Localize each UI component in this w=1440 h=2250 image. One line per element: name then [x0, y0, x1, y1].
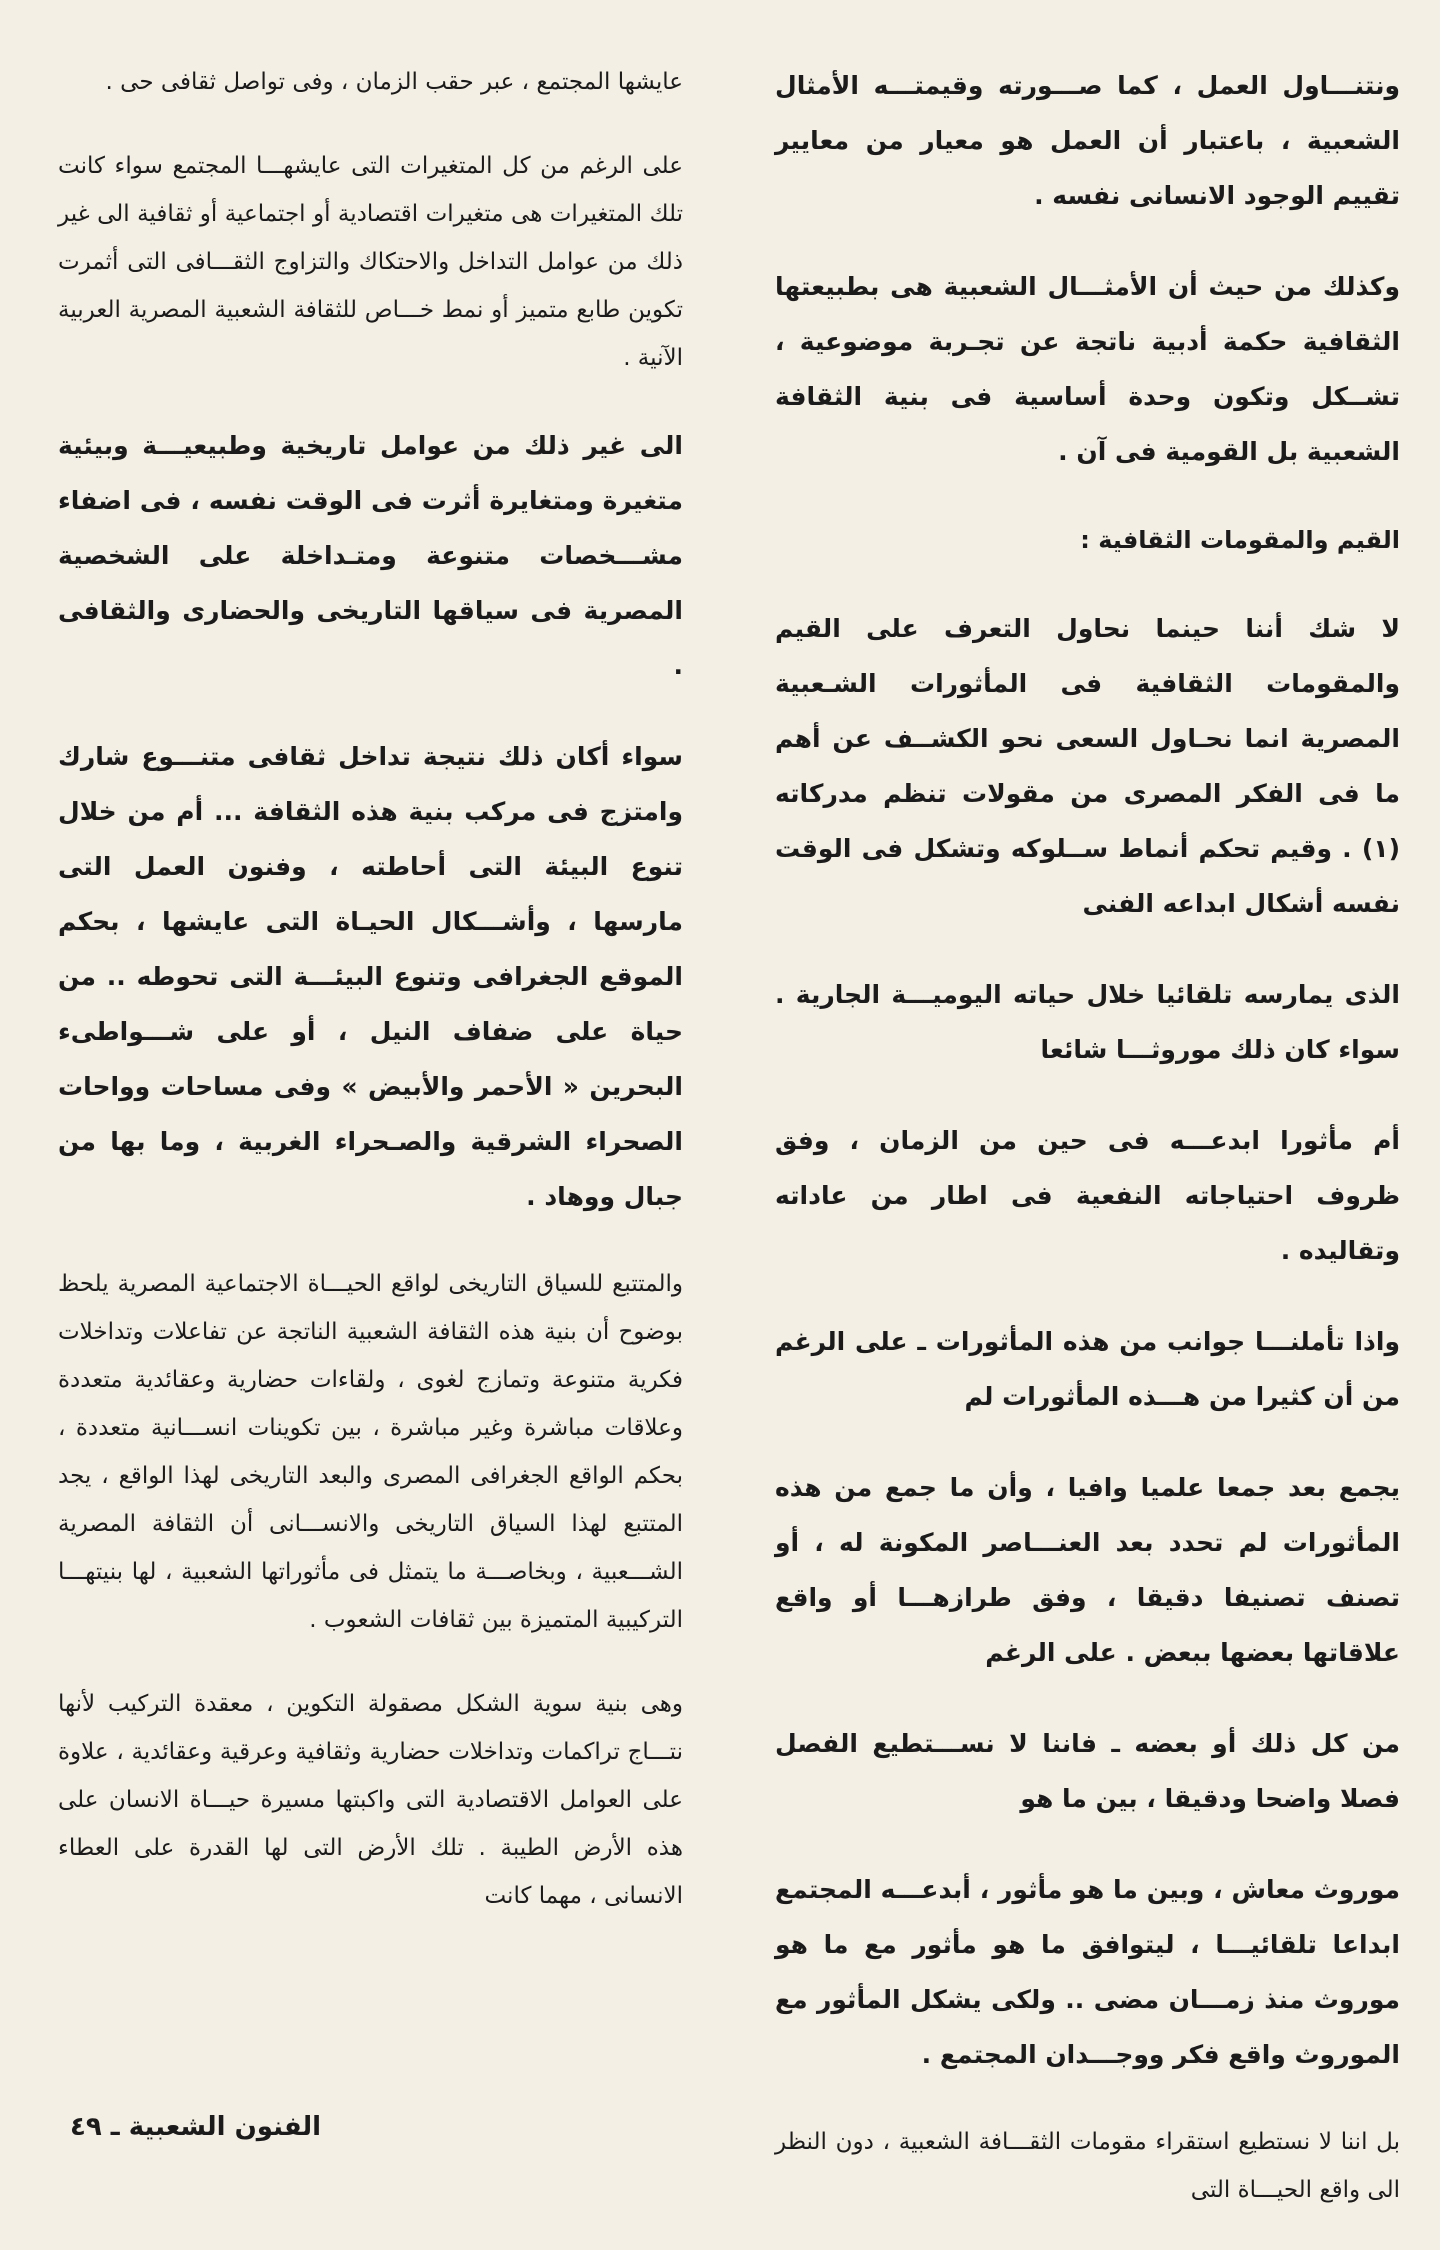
- paragraph: لا شك أننا حينما نحاول التعرف على القيم والمقومات الثقافية فى المأثورات الشـعبية المصرية انما نحـاول السعى نحو الكشــف عن أهم ما فى الفكر المصرى من مقولات تنظم مدركاته (١) . وقيم تحكم أنماط ســلوكه وتشكل فى الوقت نفسه أشكال ابداعه الفنى: [775, 614, 1400, 918]
- page-footer: الفنون الشعبية ـ ٤٩: [70, 2112, 322, 2142]
- paragraph: الى غير ذلك من عوامل تاريخية وطبيعيـــة وبيئية متغيرة ومتغايرة أثرت فى الوقت نفسه ، فى اضفاء مشـــخصات متنوعة ومتـداخلة على الشخصية المصرية فى سياقها التاريخى والحضارى والثقافى .: [58, 431, 683, 680]
- paragraph: أم مأثورا ابدعـــه فى حين من الزمان ، وفق ظروف احتياجاته النفعية فى اطار من عاداته وتقاليده .: [775, 1126, 1400, 1265]
- paragraph: وهى بنية سوية الشكل مصقولة التكوين ، معقدة التركيب لأنها نتـــاج تراكمات وتداخلات حضارية وثقافية وعرقية وعقائدية ، علاوة على العوامل الاقتصادية التى واكبتها مسيرة حيـــاة الانسان على هذه الأرض الطيبة . تلك الأرض التى لها القدرة على العطاء الانسانى ، مهما كانت: [58, 1691, 683, 1909]
- paragraph: ونتنـــاول العمل ، كما صـــورته وقيمتـــه الأمثال الشعبية ، باعتبار أن العمل هو معيار من معايير تقييم الوجود الانسانى نفسه .: [775, 71, 1400, 210]
- paragraph: على الرغم من كل المتغيرات التى عايشهـــا المجتمع سواء كانت تلك المتغيرات هى متغيرات اقتصادية أو اجتماعية أو ثقافية الى غير ذلك من عوامل التداخل والاحتكاك والتزاوج الثقـــافى التى أثمرت تكوين طابع متميز أو نمط خـــاص للثقافة الشعبية المصرية العربية الآنية .: [58, 153, 683, 371]
- section-heading: القيم والمقومات الثقافية :: [1080, 526, 1400, 554]
- paragraph: الذى يمارسه تلقائيا خلال حياته اليوميـــة الجارية . سواء كان ذلك موروثـــا شائعا: [775, 980, 1400, 1064]
- left-text-column: [58, 58, 683, 1956]
- paragraph: موروث معاش ، وبين ما هو مأثور ، أبدعـــه المجتمع ابداعا تلقائيـــا ، ليتوافق ما هو مأثور مع ما هو موروث منذ زمـــان مضى .. ولكى يشكل المأثور مع الموروث واقع فكر ووجـــدان المجتمع .: [775, 1875, 1400, 2069]
- paragraph: يجمع بعد جمعا علميا وافيا ، وأن ما جمع من هذه المأثورات لم تحدد بعد العنـــاصر المكونة له ، أو تصنف تصنيفا دقيقا ، وفق طرازهـــا أو واقع علاقاتها بعضها ببعض . على الرغم: [775, 1473, 1400, 1667]
- paragraph: سواء أكان ذلك نتيجة تداخل ثقافى متنـــوع شارك وامتزج فى مركب بنية هذه الثقافة ... أم من خلال تنوع البيئة التى أحاطته ، وفنون العمل التى مارسها ، وأشـــكال الحيـاة التى عايشها ، بحكم الموقع الجغرافى وتنوع البيئـــة التى تحوطه .. من حياة على ضفاف النيل ، أو على شـــواطىء البحرين « الأحمر والأبيض » وفى مساحات وواحات الصحراء الشرقية والصـحراء الغربية ، وما بها من جبال ووهاد .: [58, 742, 683, 1211]
- paragraph: وكذلك من حيث أن الأمثـــال الشعبية هى بطبيعتها الثقافية حكمة أدبية ناتجة عن تجـربة موضوعية ، تشــكل وتكون وحدة أساسية فى بنية الثقافة الشعبية بل القومية فى آن .: [775, 272, 1400, 466]
- paragraph: واذا تأملنـــا جوانب من هذه المأثورات ـ على الرغم من أن كثيرا من هـــذه المأثورات لم: [775, 1327, 1400, 1411]
- paragraph: بل اننا لا نستطيع استقراء مقومات الثقـــافة الشعبية ، دون النظر الى واقع الحيـــاة التى: [775, 2129, 1400, 2203]
- paragraph: عايشها المجتمع ، عبر حقب الزمان ، وفى تواصل ثقافى حى .: [105, 69, 683, 95]
- paragraph: من كل ذلك أو بعضه ـ فاننا لا نســـتطيع الفصل فصلا واضحا ودقيقا ، بين ما هو: [775, 1729, 1400, 1813]
- paragraph: والمتتبع للسياق التاريخى لواقع الحيـــاة الاجتماعية المصرية يلحظ بوضوح أن بنية هذه الثقافة الشعبية الناتجة عن تفاعلات وتداخلات فكرية متنوعة وتمازج لغوى ، ولقاءات حضارية وعقائدية متعددة وعلاقات مباشرة وغير مباشرة ، بين تكوينات انســـانية متعددة ، بحكم الواقع الجغرافى المصرى والبعد التاريخى لهذا الواقع ، يجد المتتبع لهذا السياق التاريخى والانســـانى أن الثقافة المصرية الشـــعبية ، وبخاصـــة ما يتمثل فى مأثوراتها الشعبية ، لها بنيتهـــا التركيبية المتميزة بين ثقافات الشعوب .: [58, 1271, 683, 1633]
- right-text-column: [775, 58, 1400, 2250]
